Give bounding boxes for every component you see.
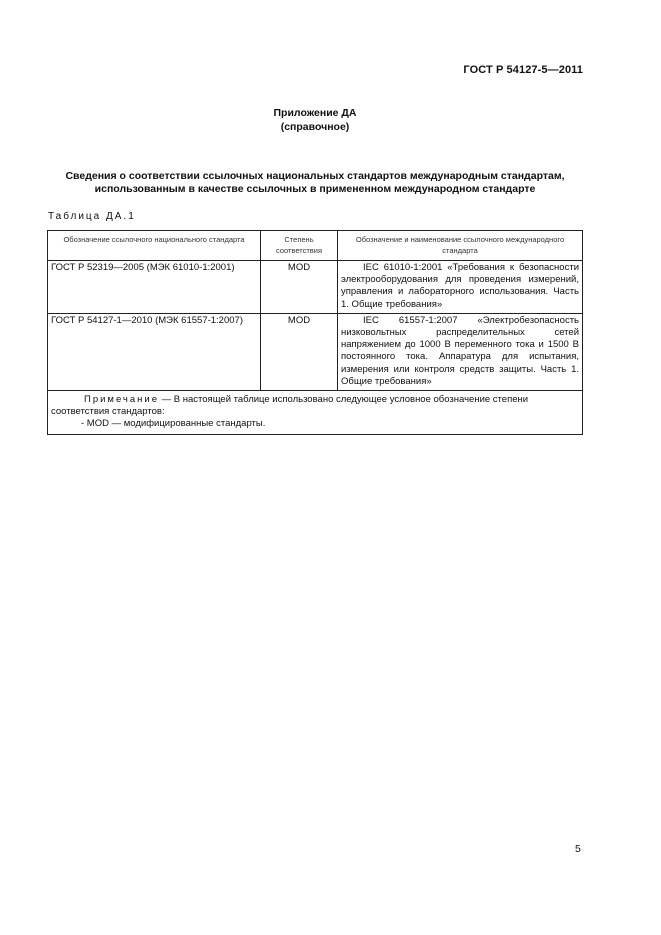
document-code: ГОСТ Р 54127-5—2011 <box>463 64 583 76</box>
page-number: 5 <box>575 843 581 855</box>
cell-international-standard <box>338 261 583 314</box>
table-note-row <box>48 391 583 435</box>
cell-national-standard: ГОСТ Р 52319—2005 (МЭК 61010-1:2001) <box>48 261 261 314</box>
table-note <box>48 391 583 435</box>
table-row <box>48 261 583 314</box>
section-heading-line2: использованным в качестве ссылочных в примененном международном стандарте <box>94 183 536 195</box>
cell-international-standard <box>338 313 583 390</box>
table-row <box>48 313 583 390</box>
cell-degree: MOD <box>261 313 338 390</box>
header-national-standard: Обозначение ссылочного национального стандарта <box>48 231 261 261</box>
header-international-standard: Обозначение и наименование ссылочного международного стандарта <box>338 231 583 261</box>
annex-block <box>0 106 630 134</box>
cell-degree: MOD <box>261 261 338 314</box>
note-text <box>51 394 579 418</box>
cell-national-standard: ГОСТ Р 54127-1—2010 (МЭК 61557-1:2007) <box>48 313 261 390</box>
table-caption: Таблица ДА.1 <box>48 211 136 222</box>
international-standard-text: IEC 61557-1:2007 «Электробезопасность низковольтных распределительных сетей напряжением до 1000 В переменного тока и 1500 В постоянного тока. Аппаратура для испытания, измерения или контроля средств защиты. Часть 1. Общие требования» <box>341 314 579 387</box>
correspondence-table <box>47 230 583 435</box>
table-header-row <box>48 231 583 261</box>
annex-title: Приложение ДА <box>273 107 357 119</box>
header-degree: Степень соответствия <box>261 231 338 261</box>
section-heading-line1: Сведения о соответствии ссылочных национальных стандартов международным стандартам, <box>65 170 565 182</box>
annex-subtitle: (справочное) <box>280 121 350 133</box>
note-list-item: - MOD — модифицированные стандарты. <box>81 418 266 430</box>
note-body: — В настоящей таблице использовано следующее условное обозначение степени соответствия стандартов: <box>51 394 529 418</box>
international-standard-text: IEC 61010-1:2001 «Требования к безопасности электрооборудования для проведения измерений, управления и лабораторного использования. Часть 1. Общие требования» <box>341 262 579 310</box>
note-label: Примечание <box>84 394 159 406</box>
section-heading <box>0 170 630 196</box>
